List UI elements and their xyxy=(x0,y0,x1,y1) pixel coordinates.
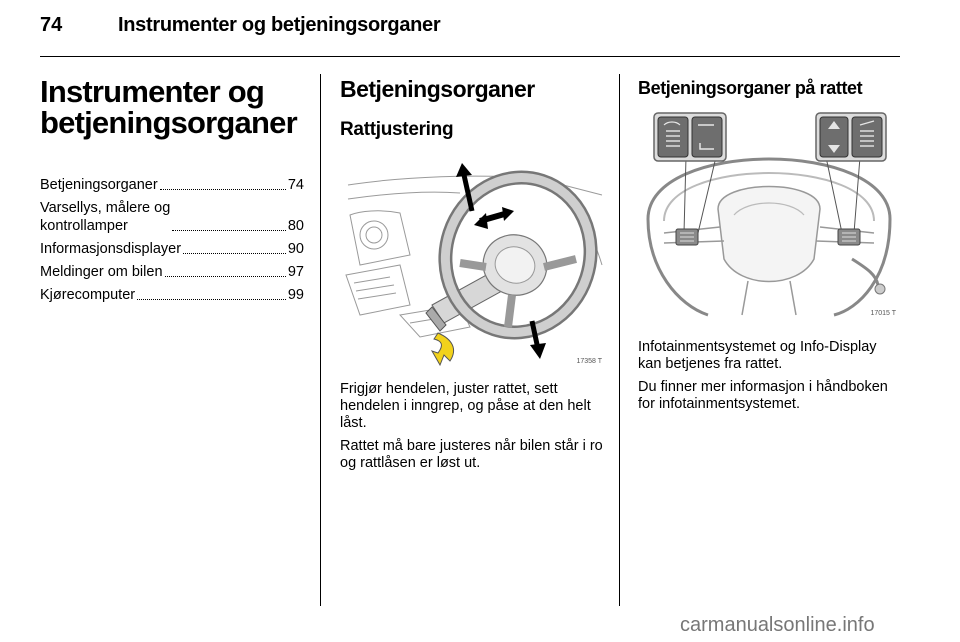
body-text xyxy=(340,381,606,472)
subsection-heading: Rattjustering xyxy=(340,119,454,140)
toc-entry-label: Varsellys, målere og kontrollamper xyxy=(40,200,171,234)
toc-entry[interactable] xyxy=(40,286,304,304)
watermark: carmanualsonline.info xyxy=(680,614,875,636)
steering-adjust-figure xyxy=(340,155,606,367)
toc-entry-label: Informasjonsdisplayer xyxy=(40,241,182,257)
toc-entry[interactable] xyxy=(40,240,304,258)
column-divider-left xyxy=(320,74,321,606)
toc-leader-dots xyxy=(165,276,286,277)
table-of-contents xyxy=(40,176,304,304)
toc-leader-dots xyxy=(172,230,286,231)
toc-leader-dots xyxy=(137,299,286,300)
section-heading: Betjeningsorganer på rattet xyxy=(638,78,863,98)
toc-entry-page: 74 xyxy=(287,177,304,193)
toc-leader-dots xyxy=(160,189,286,190)
wheel-controls-figure xyxy=(638,109,900,319)
paragraph: Frigjør hendelen, juster rattet, sett hendelen i inngrep, og påse at den helt låst. xyxy=(340,381,591,431)
running-title: Instrumenter og betjeningsorganer xyxy=(118,14,441,36)
toc-entry-page: 80 xyxy=(287,218,304,234)
column-steering-adjust xyxy=(340,72,606,478)
toc-entry[interactable] xyxy=(40,176,304,194)
toc-entry-label: Meldinger om bilen xyxy=(40,264,163,280)
toc-leader-dots xyxy=(183,253,286,254)
toc-entry-label: Betjeningsorganer xyxy=(40,177,158,193)
paragraph: Rattet må bare justeres når bilen står i ro og rattlåsen er løst ut. xyxy=(340,438,603,471)
page-number: 74 xyxy=(40,14,63,36)
paragraph: Du finner mer informasjon i håndboken for infotainmentsystemet. xyxy=(638,379,888,412)
figure-code: 17358 T xyxy=(576,358,602,365)
paragraph: Infotainmentsystemet og Info-Display kan betjenes fra rattet. xyxy=(638,339,877,372)
header-rule xyxy=(40,56,900,57)
toc-entry-page: 97 xyxy=(287,264,304,280)
toc-entry[interactable] xyxy=(40,263,304,281)
toc-entry[interactable] xyxy=(40,199,304,235)
column-wheel-controls xyxy=(638,72,900,419)
column-divider-right xyxy=(619,74,620,606)
section-heading: Betjeningsorganer xyxy=(340,76,535,102)
toc-entry-page: 90 xyxy=(287,241,304,257)
figure-code: 17015 T xyxy=(870,310,896,317)
toc-entry-label: Kjørecomputer xyxy=(40,287,136,303)
toc-entry-page: 99 xyxy=(287,287,304,303)
chapter-title: Instrumenter og betjeningsorganer xyxy=(40,74,297,140)
body-text xyxy=(638,339,900,413)
column-toc xyxy=(40,72,304,309)
